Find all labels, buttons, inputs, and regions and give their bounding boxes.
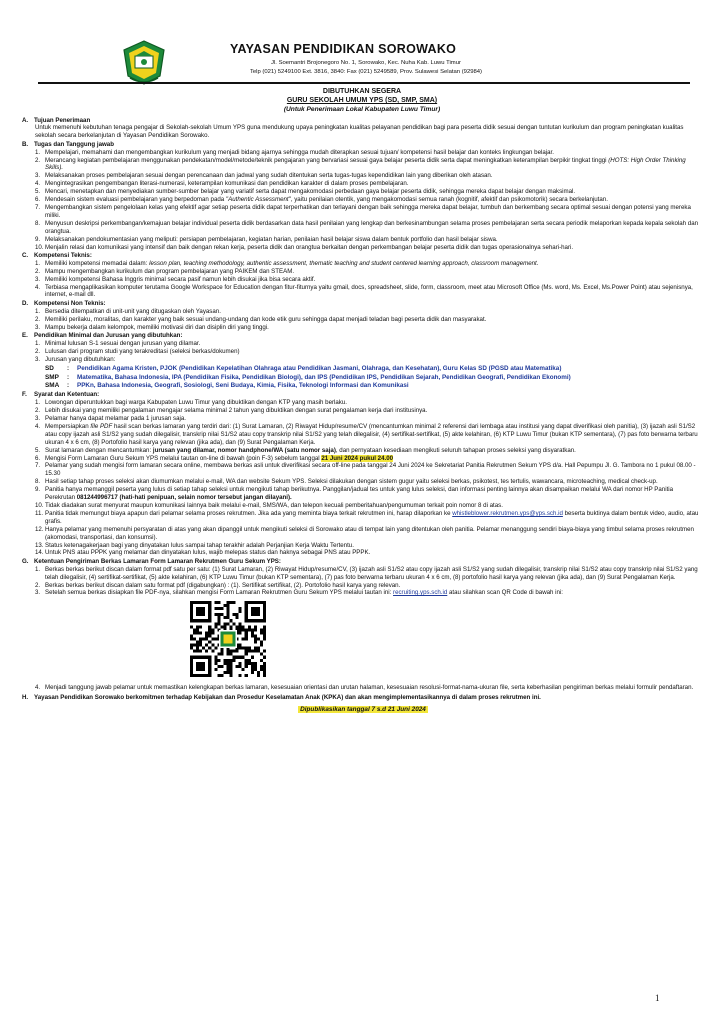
item-number: 7. bbox=[35, 203, 41, 211]
item-text-part: Mempelajari, memahami dan mengembangkan kurikulum yang menjadi bidang ajarnya sehingga mudah diterapkan sesuai tujuan/ kompetensi hasil belajar dan konteks lingkungan belajar. bbox=[45, 148, 554, 156]
list-item bbox=[22, 502, 704, 510]
item-number: 10. bbox=[35, 502, 44, 509]
separator: : bbox=[67, 382, 70, 390]
school-level: SMA bbox=[45, 382, 60, 390]
list-item bbox=[22, 566, 704, 582]
document-body bbox=[22, 116, 704, 714]
item-number: 7. bbox=[35, 462, 41, 470]
item-number: 8. bbox=[35, 478, 41, 486]
item-text bbox=[45, 188, 704, 196]
list-item bbox=[22, 478, 704, 486]
section-d-heading: D. Kompetensi Non Teknis: bbox=[22, 299, 106, 307]
item-number: 9. bbox=[35, 486, 41, 494]
item-text bbox=[45, 542, 704, 550]
item-number: 5. bbox=[35, 446, 41, 454]
item-number: 3. bbox=[35, 589, 41, 597]
item-text-part: Untuk PNS atau PPPK yang melamar dan dinyatakan lulus, wajib melepas status dan haknya sebagai PNS atau PPPK. bbox=[45, 549, 371, 557]
list-item bbox=[22, 356, 704, 364]
item-text-part: Mengisi Form Lamaran Guru Sekum YPS melalui tautan on-line di bawah (poin F-3) sebelum tanggal bbox=[45, 454, 322, 462]
item-text bbox=[45, 462, 704, 478]
item-text-emphasis: file PDF bbox=[90, 422, 113, 430]
item-text-part: Melaksanakan pendokumentasian yang meliputi: persiapan pembelajaran, kegiatan harian, penilaian hasil belajar siswa dalam bentuk portfolio dan hasil belajar siswa. bbox=[45, 235, 498, 243]
item-number: 3. bbox=[35, 172, 41, 180]
item-number: 2. bbox=[35, 347, 41, 355]
section-b-list bbox=[22, 149, 704, 252]
item-text-part: , yaitu penilaian otentik, yang mengakomodasi semua ranah (kognitif, afektif dan psikomotorik) secara berkelanjutan. bbox=[290, 196, 608, 204]
list-item bbox=[22, 220, 704, 236]
list-item bbox=[22, 423, 704, 447]
list-item bbox=[22, 157, 704, 173]
item-text bbox=[45, 157, 704, 173]
separator: : bbox=[67, 373, 70, 381]
list-item bbox=[22, 549, 704, 557]
item-text-part: Merancang kegiatan pembelajaran menggunakan pendekatan/model/metode/teknik pengajaran yang bervariasi sesuai gaya belajar peserta didik serta dapat meningkatkan keterampilan berpikir tingkat tinggi bbox=[45, 156, 609, 164]
item-text-part: Berkas berkas berikut discan dalam format pdf satu per satu: (1) Surat Lamaran, (2) Riwayat Hidup/resume/CV, (3) ijazah asli S1/S2 atau copy ijazah asli S1/S2 yang sudah dilegalisir, transkrip nilai S1/S2 atau copy transkrip nilai S1/S2 yang telah dilegalisir, (4) sertifikat-sertifikat, (5) akte kelahiran, (6) KTP Luwu Timur (bukan KTP sementara), (7) pas foto berwarna terbaru ukuran 4 x 6 cm, (8) portofolio hasil karya yang relevan (jika ada), dan (9) Surat Pengalaman Kerja. bbox=[45, 565, 698, 581]
item-text bbox=[45, 316, 704, 324]
list-item bbox=[22, 268, 704, 276]
school-level: SMP bbox=[45, 373, 59, 381]
item-text bbox=[45, 526, 704, 542]
item-text-part: Menjadi tanggung jawab pelamar untuk memastikan kelengkapan berkas lamaran, kesesuaian orientasi dan urutan halaman, kesesuaian resolusi-format-nama-ukuran file, serta keberhasilan pengiriman berkas melalui formulir pendaftaran. bbox=[45, 684, 694, 692]
item-text-part: Berkas berkas berikut discan dalam satu format pdf (digabungkan) : (1). Sertifikat sertifikat, (2). Portofolio hasil karya yang relevan. bbox=[45, 581, 401, 589]
item-text bbox=[45, 502, 704, 510]
section-f-list bbox=[22, 399, 704, 557]
item-text-part: Melaksanakan proses pembelajaran sesuai dengan perencanaan dan jadwal yang sudah ditentukan serta tugas-tugas kependidikan lain yang diberikan oleh atasan. bbox=[45, 172, 493, 180]
item-text-part: Mampu mengembangkan kurikulum dan program pembelajaran yang PAIKEM dan STEAM. bbox=[45, 267, 295, 275]
item-text bbox=[45, 149, 704, 157]
school-level-majors: Pendidikan Agama Kristen, PJOK (Pendidikan Kepelatihan Olahraga atau Pendidikan Jasmani, Olahraga, dan Kesehatan), Guru Kelas SD (PGSD atau Matematika) bbox=[77, 364, 562, 372]
item-number: 2. bbox=[35, 407, 41, 415]
contact-line: Telp (021) 5249100 Ext. 3816, 3840: Fax (021) 5249589, Prov. Sulawesi Selatan (92984) bbox=[249, 69, 483, 75]
separator: : bbox=[67, 364, 70, 372]
item-number: 1. bbox=[35, 307, 41, 315]
major-level-row bbox=[22, 382, 704, 390]
list-item bbox=[22, 542, 704, 550]
item-number: 3. bbox=[35, 415, 41, 423]
item-number: 14. bbox=[35, 549, 44, 557]
item-text bbox=[45, 324, 704, 332]
list-item bbox=[22, 180, 704, 188]
item-number: 2. bbox=[35, 156, 41, 164]
list-item bbox=[22, 149, 704, 157]
item-number: 1. bbox=[35, 259, 41, 267]
list-item bbox=[22, 462, 704, 478]
item-text-part: Memiliki kompetensi memadai dalam: bbox=[45, 259, 150, 267]
section-g-list-1 bbox=[22, 566, 704, 598]
item-text-part: Mampu bekerja dalam kelompok, memiliki motivasi diri dan disiplin diri yang tinggi. bbox=[45, 323, 269, 331]
section-a-text: Untuk memenuhi kebutuhan tenaga pengajar di Sekolah-sekolah Umum YPS guna mendukung upaya peningkatan kualitas pelayanan pendidikan bagi para peserta didik sesuai dengan tuntutan kurikulum dan program peningkatan kualitas sekolah secara berkelanjutan di Yayasan Pendidikan Sorowako. bbox=[35, 124, 684, 140]
item-number: 4. bbox=[35, 684, 41, 692]
list-item bbox=[22, 260, 704, 268]
list-item bbox=[22, 684, 704, 692]
item-number: 2. bbox=[35, 315, 41, 323]
item-text-part: Hanya pelamar yang memenuhi persyaratan di atas yang akan dipanggil untuk mengikuti seleksi di Sorowako atau di tempat lain yang ditentukan oleh panitia. Pelamar menanggung sendiri biaya-biaya yang timbul selama proses rekrutmen (akomodasi, transportasi, dan konsumsi). bbox=[45, 525, 694, 541]
list-item bbox=[22, 172, 704, 180]
list-item bbox=[22, 236, 704, 244]
item-text bbox=[45, 276, 704, 284]
school-level-majors: Matematika, Bahasa Indonesia, IPA (Pendidikan Fisika, Pendidikan Biologi), dan IPS (Pendidikan IPS, Pendidikan Sejarah, Pendidikan Geografi, Pendidikan Ekonomi) bbox=[77, 373, 571, 381]
item-number: 2. bbox=[35, 267, 41, 275]
item-text bbox=[45, 348, 704, 356]
item-number: 11. bbox=[35, 509, 44, 517]
page-number: 1 bbox=[655, 993, 660, 1003]
item-text bbox=[45, 486, 704, 502]
item-number: 3. bbox=[35, 275, 41, 283]
item-text bbox=[45, 407, 704, 415]
item-text bbox=[45, 204, 704, 220]
item-number: 12. bbox=[35, 525, 44, 533]
item-text-bold: 081244996717 (hati-hati penipuan, selain nomor tersebut jangan dilayani). bbox=[76, 494, 292, 502]
list-item bbox=[22, 308, 704, 316]
item-text-part: Bersedia ditempatkan di unit-unit yang ditugaskan oleh Yayasan. bbox=[45, 307, 221, 315]
item-text-part: Tidak diadakan surat menyurat maupun komunikasi lainnya baik melalui e-mail, SMS/WA, dan telepon kecuali pemberitahuan/pengumuman terkait poin nomor 8 di atas. bbox=[45, 502, 503, 509]
item-text-part: Mengintegrasikan pengembangan literasi-numerasi, keterampilan komunikasi dan pendidikan karakter di dalam proses pembelajaran. bbox=[45, 180, 409, 188]
link[interactable]: whistleblower.rekrutmen.yps@yps.sch.id bbox=[452, 509, 563, 517]
item-text bbox=[45, 455, 704, 463]
list-item bbox=[22, 196, 704, 204]
major-level-row bbox=[22, 365, 704, 373]
section-a-heading: A. Tujuan Penerimaan bbox=[22, 116, 91, 124]
item-number: 6. bbox=[35, 196, 41, 204]
item-number: 8. bbox=[35, 219, 41, 227]
school-level: SD bbox=[45, 364, 54, 372]
item-number: 13. bbox=[35, 541, 44, 549]
item-number: 1. bbox=[35, 339, 41, 347]
item-text-part: Memiliki kompetensi Bahasa Inggris minimal secara pasif namun lebih disukai jika bisa secara aktif. bbox=[45, 275, 316, 283]
list-item bbox=[22, 348, 704, 356]
item-text-part: Panitia hanya memanggil peserta yang lulus di setiap tahap seleksi untuk mengikuti tahap berikutnya. Panggilan/jadual tes untuk yang lulus seleksi, dan informasi penting lainnya akan disampaikan melalui WA dari nomor HP Panitia Perekrutan bbox=[45, 486, 674, 502]
item-text bbox=[45, 684, 704, 692]
list-item bbox=[22, 204, 704, 220]
item-text bbox=[45, 510, 704, 526]
item-text bbox=[45, 356, 704, 364]
list-item bbox=[22, 589, 704, 597]
item-text-part: Mendesain sistem evaluasi pembelajaran yang berpedoman pada bbox=[45, 196, 226, 204]
item-text-part: Mengembangkan sistem pengelolaan kelas yang efektif agar setiap peserta didik dapat terperhatikan dan terlayani dengan baik sehingga mereka dapat belajar, tumbuh dan berkembang secara optimal sesuai dengan potensi yang mereka miliki. bbox=[45, 203, 691, 219]
list-item bbox=[22, 276, 704, 284]
section-e-list bbox=[22, 340, 704, 364]
item-text bbox=[45, 447, 704, 455]
address-line: Jl. Soemantri Brojonegoro No. 1, Sorowako, Kec. Nuha Kab. Luwu Timur bbox=[271, 60, 461, 66]
list-item bbox=[22, 582, 704, 590]
item-text bbox=[45, 566, 704, 582]
item-text bbox=[45, 308, 704, 316]
item-text-part: Menjalin relasi dan komunikasi yang intensif dan baik dengan rekan kerja, peserta didik dan orangtua berkaitan dengan perkembangan belajar peserta didik dan tugas operasionalnya sehari-hari. bbox=[45, 243, 574, 251]
item-text bbox=[45, 236, 704, 244]
item-text bbox=[45, 268, 704, 276]
list-item bbox=[22, 244, 704, 252]
list-item bbox=[22, 188, 704, 196]
section-h: H. Yayasan Pendidikan Sorowako berkomitmen terhadap Kebijakan dan Prosedur Keselamatan Anak (KPKA) dan akan mengimplementasikannya di dalam proses rekrutmen ini. bbox=[22, 694, 541, 702]
item-text-part: Pelamar yang sudah mengisi form lamaran secara online, membawa berkas asli untuk diverifikasi secara off-line pada tanggal 24 Juni 2024 ke Sekretariat Panitia Rekrutmen Sekum YPS d/a. Hall Pepumpu Jl. G. Tambora no 1 pukul 08.00 - 15.30 bbox=[45, 462, 696, 478]
item-text bbox=[45, 180, 704, 188]
item-text-part: Minimal lulusan S-1 sesuai dengan jurusan yang dilamar. bbox=[45, 339, 201, 347]
list-item bbox=[22, 399, 704, 407]
publication-date: Dipublikasikan tanggal 7 s.d 21 Juni 2024 bbox=[300, 706, 426, 714]
item-number: 3. bbox=[35, 355, 41, 363]
item-text-part: Setelah semua berkas disiapkan file PDF-nya, silahkan mengisi Form Lamaran Rekrutmen Guru Sekum YPS melalui tautan ini: bbox=[45, 589, 394, 597]
list-item bbox=[22, 284, 704, 300]
item-number: 4. bbox=[35, 283, 41, 291]
section-g-heading: G. Ketentuan Pengiriman Berkas Lamaran Form Lamaran Rekrutmen Guru Sekum YPS: bbox=[22, 557, 281, 565]
item-text bbox=[45, 244, 704, 252]
item-number: 2. bbox=[35, 581, 41, 589]
section-f-heading: F. Syarat dan Ketentuan: bbox=[22, 391, 100, 399]
item-text-part: Menyusun deskripsi perkembangan/kemajuan belajar individual peserta didik berdasarkan data hasil penilaian yang lengkap dan berkesinambungan selama proses pembelajaran serta secara periodik melaporkan kepada kepala sekolah dan orangtua. bbox=[45, 219, 699, 235]
list-item bbox=[22, 486, 704, 502]
item-number: 4. bbox=[35, 422, 41, 430]
item-text bbox=[45, 549, 704, 557]
item-text-part: Lowongan diperuntukkan bagi warga Kabupaten Luwu Timur yang dibuktikan dengan KTP yang masih berlaku. bbox=[45, 399, 347, 407]
item-number: 1. bbox=[35, 399, 41, 407]
item-text-emphasis: "Authentic Assessment" bbox=[225, 196, 291, 204]
list-item bbox=[22, 316, 704, 324]
list-item bbox=[22, 324, 704, 332]
item-text bbox=[45, 220, 704, 236]
list-item bbox=[22, 510, 704, 526]
item-text-emphasis: lesson plan, teaching methodology, authentic assessment, thematic teaching and student centered learning approach, classroom management. bbox=[149, 259, 539, 267]
item-text-part: beserta buktinya dalam bentuk video, audio, atau grafis. bbox=[45, 509, 699, 525]
section-e-heading: E. Pendidikan Minimal dan Jurusan yang dibutuhkan: bbox=[22, 331, 183, 339]
ypso-emblem-icon bbox=[120, 38, 168, 86]
list-item bbox=[22, 455, 704, 463]
item-text bbox=[45, 582, 704, 590]
list-item bbox=[22, 526, 704, 542]
section-c-list bbox=[22, 260, 704, 300]
item-text bbox=[45, 196, 704, 204]
list-item bbox=[22, 340, 704, 348]
item-text bbox=[45, 423, 704, 447]
item-text bbox=[45, 284, 704, 300]
item-text bbox=[45, 415, 704, 423]
item-text-bold: jurusan yang dilamar, nomor handphone/WA (satu nomor saja) bbox=[152, 446, 336, 454]
item-text-part: Hasil setiap tahap proses seleksi akan diumumkan melalui e-mail, WA dan website Sekum YPS. Seleksi dilakukan dengan sistem gugur yaitu seleksi berkas, psikotest, tes tertulis, wawancara, microteaching, medical check-up. bbox=[45, 478, 658, 486]
item-number: 10. bbox=[35, 243, 44, 251]
item-text-part: Mempersiapkan bbox=[45, 422, 91, 430]
header-divider bbox=[38, 82, 690, 84]
title-position: GURU SEKOLAH UMUM YPS (SD, SMP, SMA) bbox=[286, 97, 438, 104]
item-number: 6. bbox=[35, 454, 41, 462]
title-subtitle: (Untuk Penerimaan Lokal Kabupaten Luwu Timur) bbox=[283, 106, 441, 113]
item-text-part: hasil scan berkas lamaran yang terdiri dari: (1) Surat Lamaran, (2) Riwayat Hidup/resume/CV (mencantumkan minimal 2 referensi dari lembaga atau institusi yang dapat diverifikasi oleh panitia), (3) ijazah asli S1/S2 atau copy ijazah asli S1/S2 yang sudah dilegalisir, transkrip nilai S1/S2 atau copy transkrip nilai S1/S2 yang telah dilegalisir, (4) sertifikat-sertifikat, (5) akte kelahiran, (6) KTP Luwu Timur (bukan KTP sementara), (7) pas foto berwarna terbaru ukuran 4 x 6 cm, (8) Portofolio hasil karya yang relevan (jika ada), dan (9) Surat Pengalaman Kerja. bbox=[45, 422, 698, 446]
section-c-heading: C. Kompetensi Teknis: bbox=[22, 251, 92, 259]
item-text-part: Surat lamaran dengan mencantumkan: bbox=[45, 446, 153, 454]
item-number: 5. bbox=[35, 188, 41, 196]
section-d-list bbox=[22, 308, 704, 332]
item-text-part: Terbiasa mengaplikasikan komputer terutama Google Workspace for Education dengan fitur-fiturnya yaitu gmail, docs, spreadsheet, slide, form, classroom, meet atau Microsoft Office (Ms. word, Ms. Excel, Ms.Power Point) atau sejenisnya, internet, e-mail dll. bbox=[45, 283, 693, 299]
item-text-part: atau silahkan scan QR Code di bawah ini: bbox=[447, 589, 564, 597]
item-text-part: Panitia tidak memungut biaya apapun dari pelamar selama proses rekrutmen. Jika ada yang meminta biaya terkait rekrutmen ini, harap dilaporkan ke bbox=[45, 509, 453, 517]
list-item bbox=[22, 407, 704, 415]
item-number: 1. bbox=[35, 148, 41, 156]
item-text-part: Mencari, menetapkan dan menyediakan sumber-sumber belajar yang variatif serta dapat mengakomodasi perbedaan gaya belajar peserta didik, sehingga mereka dapat belajar dengan maksimal. bbox=[45, 188, 576, 196]
item-text bbox=[45, 589, 704, 597]
item-text-emphasis: (HOTS: High Order Thinking Skills). bbox=[45, 156, 686, 172]
qr-code-icon[interactable] bbox=[190, 601, 266, 677]
item-text-part: Memiliki perilaku, moralitas, dan karakter yang baik sesuai undang-undang dan kode etik guru sehingga dapat menjadi teladan bagi peserta didik dan masyarakat. bbox=[45, 315, 487, 323]
major-level-row bbox=[22, 374, 704, 382]
item-text-part: Lebih disukai yang memiliki pengalaman mengajar selama minimal 2 tahun yang dibuktikan dengan surat pengalaman kerja dari institusinya. bbox=[45, 407, 428, 415]
item-number: 9. bbox=[35, 235, 41, 243]
organization-name: YAYASAN PENDIDIKAN SOROWAKO bbox=[230, 42, 457, 56]
item-text-part: Lulusan dari program studi yang terakreditasi (seleksi berkas/dokumen) bbox=[45, 347, 240, 355]
section-g-list-2 bbox=[22, 684, 704, 692]
item-text-part: Status ketenagakerjaan bagi yang dinyatakan lulus sampai tahap terakhir adalah Perjanjian Kerja Waktu Tertentu. bbox=[45, 541, 354, 549]
link[interactable]: recruiting.yps.sch.id bbox=[393, 589, 448, 597]
item-text-part: Jurusan yang dibutuhkan: bbox=[45, 355, 116, 363]
item-text bbox=[45, 340, 704, 348]
item-number: 1. bbox=[35, 565, 41, 573]
item-text-part: Pelamar hanya dapat melamar pada 1 jurusan saja. bbox=[45, 415, 186, 423]
title-urgent: DIBUTUHKAN SEGERA bbox=[322, 88, 402, 95]
item-number: 4. bbox=[35, 180, 41, 188]
list-item bbox=[22, 447, 704, 455]
item-text bbox=[45, 478, 704, 486]
item-text-part: , dan pernyataan kesediaan mengikuti seluruh tahapan proses seleksi yang disyaratkan. bbox=[335, 446, 576, 454]
item-number: 3. bbox=[35, 323, 41, 331]
list-item bbox=[22, 415, 704, 423]
item-text bbox=[45, 172, 704, 180]
item-text bbox=[45, 260, 704, 268]
school-level-majors: PPKn, Bahasa Indonesia, Geografi, Sosiologi, Seni Budaya, Kimia, Fisika, Teknologi Informasi dan Komunikasi bbox=[77, 382, 409, 390]
majors-by-level bbox=[22, 365, 704, 391]
organization-address bbox=[232, 59, 500, 77]
deadline-highlight: 21 Juni 2024 pukul 24.00 bbox=[321, 454, 394, 462]
section-b-heading: B. Tugas dan Tanggung jawab bbox=[22, 140, 114, 148]
item-text bbox=[45, 399, 704, 407]
